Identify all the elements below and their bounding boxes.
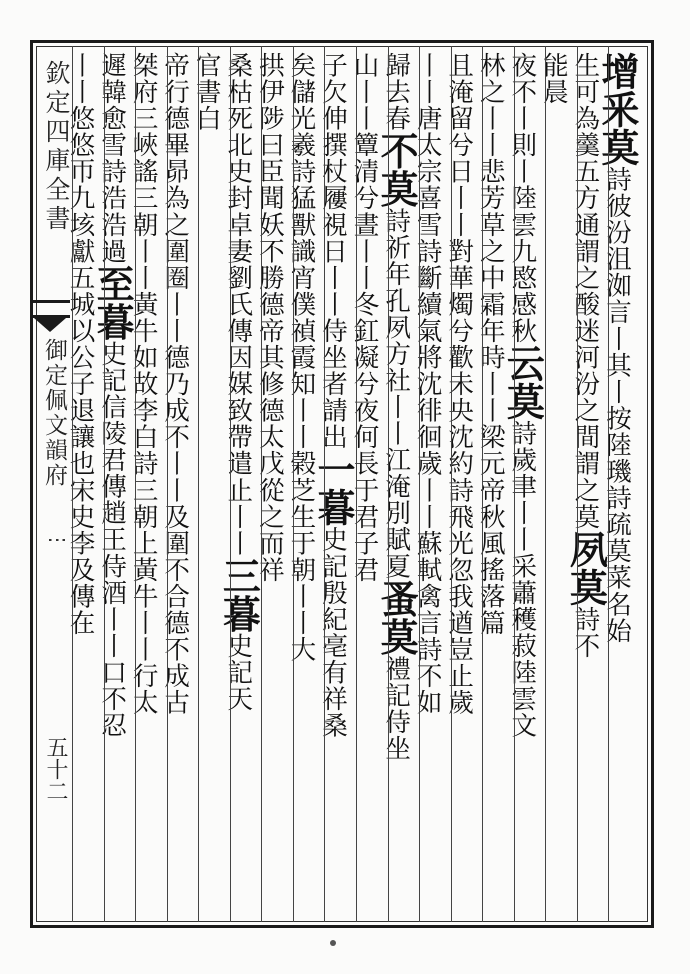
column-rule [230, 46, 231, 922]
text-run: 遲韓愈雪詩浩浩過 [97, 52, 128, 265]
text-column [444, 52, 481, 716]
heading-character: 暮 [216, 594, 262, 633]
heading-character: 釆 [594, 90, 640, 128]
text-column [563, 52, 609, 660]
text-column [90, 52, 136, 739]
column-rule [72, 46, 73, 922]
text-run: 史記殷紀亳有祥桑 [317, 526, 348, 739]
text-run: 榖芝生于朝丨丨大 [286, 450, 317, 663]
text-column [310, 52, 356, 739]
text-column [65, 52, 102, 637]
text-column [216, 52, 262, 713]
text-column [538, 52, 575, 106]
text-run: 生可為羹五方通謂之酸迷河汾之間謂之莫 [570, 52, 601, 530]
text-run: 子欠伸撰杖屨視日丨丨侍坐者請出 [317, 52, 348, 451]
text-column [128, 52, 165, 716]
heading-character: 蚤 [374, 579, 420, 618]
text-run: 歸去春 [381, 52, 412, 132]
text-run: 桑枯死北史封卓妻劉氏傳因媒致帶遣止丨丨 [223, 52, 254, 557]
column-rule [104, 46, 105, 922]
column-rule [545, 46, 546, 922]
column-rule [451, 46, 452, 922]
text-column [160, 52, 197, 716]
page-number: 五十二 [43, 736, 68, 802]
text-column [254, 52, 291, 583]
text-run: 簟清兮晝丨丨冬釭凝兮夜何長 [349, 131, 380, 477]
text-run: 山丨丨 [349, 52, 380, 132]
heading-character: 增 [594, 52, 640, 90]
heading-character: 至 [90, 264, 136, 303]
text-run: 桀府三峽謠三朝丨丨黃牛如故李白詩三朝上黃牛丨丨行太 [128, 52, 159, 716]
text-column [349, 52, 386, 584]
text-run: 拱伊陟曰臣聞妖不勝德帝其修德太戊從之而祥 [254, 52, 285, 583]
margin-dots: ⋮ [46, 530, 70, 550]
heading-character: 一 [310, 450, 356, 489]
heading-character: 莫 [563, 567, 609, 606]
text-run: 且淹留兮日丨丨對華燭兮歡未央沈約詩飛光忽我遒豈止歲 [444, 52, 475, 716]
column-rule [167, 46, 168, 922]
column-rule [135, 46, 136, 922]
text-run: 獻五城以公子退讓也宋史李及傳在 [65, 237, 96, 637]
text-run: 能晨 [538, 52, 569, 106]
column-rule [514, 46, 515, 922]
text-run: 丨丨悠悠帀九垓 [65, 52, 96, 238]
text-run: 矣儲光羲詩猛獸識宵僕禎霞知丨丨 [286, 52, 317, 451]
text-run: 年時丨丨梁元帝秋風搖落篇 [475, 317, 506, 637]
heading-character: 莫 [374, 169, 420, 208]
text-column [475, 52, 512, 637]
heading-character: 夙 [563, 529, 609, 568]
column-rule [577, 46, 578, 922]
text-run: 林之丨丨悲芳草之中霜 [475, 52, 506, 318]
text-run: 帝行德畢昴為之圍圈丨丨德乃成不丨丨及圍不合德不成古 [160, 52, 191, 716]
column-rule [608, 46, 609, 922]
column-rule [482, 46, 483, 922]
text-column [412, 52, 449, 716]
column-rule [261, 46, 262, 922]
heading-character: 云 [500, 344, 546, 383]
text-run: 夜不丨則丨陸雲九愍感秋 [507, 52, 538, 345]
text-column [286, 52, 323, 663]
binding-hole [330, 940, 336, 946]
heading-character: 暮 [310, 488, 356, 527]
collection-title: 欽定四庫全書 [42, 60, 71, 234]
column-rule [324, 46, 325, 922]
text-run: 官書白 [191, 52, 222, 132]
text-run: 史記天 [223, 632, 254, 713]
text-run: 詩彼汾沮洳言丨其丨按陸璣詩疏莫菜名始 [601, 166, 632, 644]
heading-character: 莫 [374, 617, 420, 656]
heading-character: 莫 [594, 128, 640, 166]
text-column [594, 52, 640, 644]
text-run: 丨丨唐太宗喜雪詩斷續氣將沈徘徊歲丨丨蘇軾禽言詩不如 [412, 52, 443, 716]
heading-character: 三 [216, 556, 262, 595]
column-rule [356, 46, 357, 922]
heading-character: 不 [374, 131, 420, 170]
column-rule [198, 46, 199, 922]
column-rule [293, 46, 294, 922]
text-column [500, 52, 546, 739]
text-run: 于君子君 [349, 476, 380, 584]
column-rule [388, 46, 389, 922]
heading-character: 莫 [500, 382, 546, 421]
text-run: 史記信陵君傳趙王侍酒丨丨口不忍 [97, 340, 128, 739]
book-title: 御定佩文韻府 [41, 338, 67, 488]
heading-character: 暮 [90, 302, 136, 341]
text-run: 詩歲聿丨丨采蕭穫菽陸雲文 [507, 420, 538, 739]
text-column [191, 52, 228, 132]
text-run: 詩祈年孔夙方社丨丨江淹別賦夏 [381, 207, 412, 580]
column-rule [419, 46, 420, 922]
text-column [374, 52, 420, 762]
text-run: 禮記侍坐 [381, 655, 412, 762]
text-run: 詩不 [570, 605, 601, 660]
